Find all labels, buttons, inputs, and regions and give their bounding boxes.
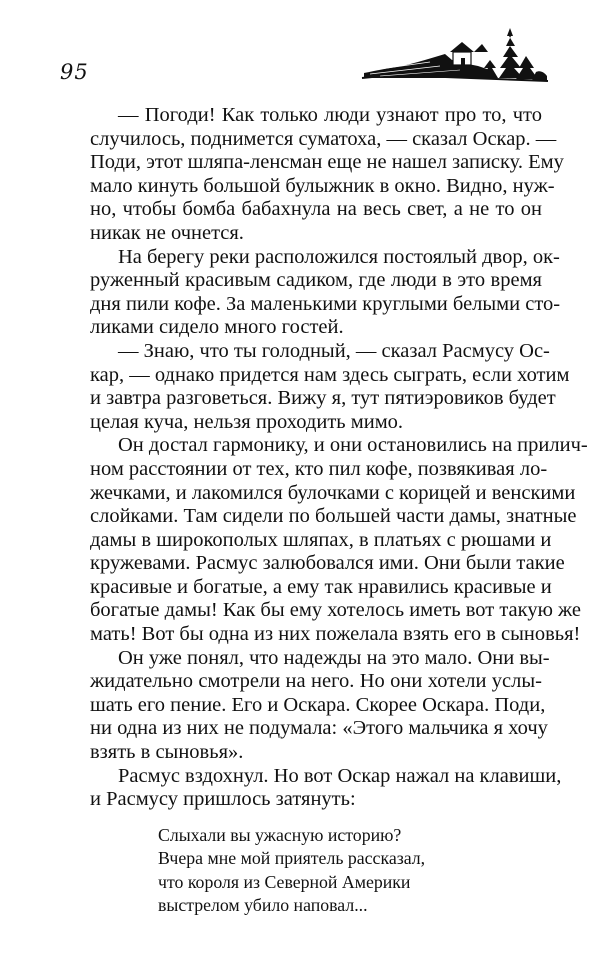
- text-line: — Знаю, что ты голодный, — сказал Расмусу Ос-: [118, 339, 550, 362]
- text-line: случилось, поднимется суматоха, — сказал Оскар. —: [90, 127, 557, 150]
- text-line: На берегу реки расположился постоялый двор, ок-: [118, 245, 560, 268]
- text-line: жидательно смотрели на него. Но они хотели услы-: [90, 670, 542, 693]
- paragraph-6: [90, 764, 562, 812]
- text-line: целая куча, нельзя проходить мимо.: [90, 410, 404, 433]
- paragraph-2: [90, 245, 561, 340]
- text-line: никак не очнется.: [90, 221, 244, 244]
- text-line: ни одна из них не подумала: «Этого мальчика я хочу: [90, 717, 548, 740]
- text-line: дамы в широкополых шляпах, в платьях с рюшами и: [90, 528, 552, 551]
- landscape-with-trees-icon: [360, 26, 550, 88]
- text-line: — Погоди! Как только люди узнают про то, что: [118, 104, 542, 126]
- text-line: взять в сыновья».: [90, 741, 244, 764]
- text-line: богатые дамы! Как бы ему хотелось иметь вот такую же: [90, 599, 582, 622]
- text-line: мало кинуть большой булыжник в окно. Видно, нуж-: [90, 174, 555, 197]
- verse-line: Вчера мне мой приятель рассказал,: [158, 848, 426, 869]
- paragraph-3: [90, 339, 570, 434]
- paragraph-5: [90, 646, 550, 765]
- text-line: Поди, этот шляпа-ленсман еще не нашел записку. Ему: [90, 151, 564, 174]
- text-line: красивые и богатые, а ему так нравились красивые и: [90, 575, 552, 598]
- verse-line: что короля из Северной Америки: [158, 871, 411, 892]
- text-line: Расмус вздохнул. Но вот Оскар нажал на клавиши,: [118, 764, 562, 787]
- paragraph-1: [90, 104, 564, 246]
- paragraph-4: [90, 434, 588, 646]
- text-line: шать его пение. Его и Оскара. Скорее Оскара. Поди,: [90, 693, 546, 716]
- text-line: и Расмусу пришлось затянуть:: [90, 788, 356, 811]
- text-line: слойками. Там сидели по большей части дамы, знатные: [90, 505, 577, 528]
- body-text: [90, 104, 588, 918]
- page-number: 95: [60, 60, 89, 84]
- text-line: но, чтобы бомба бабахнула на весь свет, а не то он: [90, 198, 542, 221]
- text-line: Он уже понял, что надежды на это мало. Они вы-: [118, 646, 550, 669]
- text-line: руженный красивым садиком, где люди в это время: [90, 269, 542, 292]
- text-line: и завтра разговеться. Вижу я, тут пятиэровиков будет: [90, 387, 556, 410]
- text-line: кружевами. Расмус залюбовался ими. Они были такие: [90, 552, 565, 575]
- text-line: кар, — однако придется нам здесь сыграть, если хотим: [90, 363, 570, 386]
- text-line: дня пили кофе. За маленькими круглыми белыми сто-: [90, 292, 561, 315]
- verse-block: [90, 824, 542, 918]
- text-line: ликами сидело много гостей.: [90, 316, 344, 339]
- verse-line: выстрелом убило наповал...: [158, 895, 368, 916]
- text-line: Он достал гармонику, и они остановились на прилич-: [118, 434, 588, 457]
- text-line: ном расстоянии от тех, кто пил кофе, позвякивая ло-: [90, 457, 548, 480]
- text-line: мать! Вот бы одна из них пожелала взять его в сыновья!: [90, 623, 581, 646]
- text-line: жечками, и лакомился булочками с корицей и венскими: [90, 481, 576, 504]
- verse-line: Слыхали вы ужасную историю?: [158, 824, 402, 845]
